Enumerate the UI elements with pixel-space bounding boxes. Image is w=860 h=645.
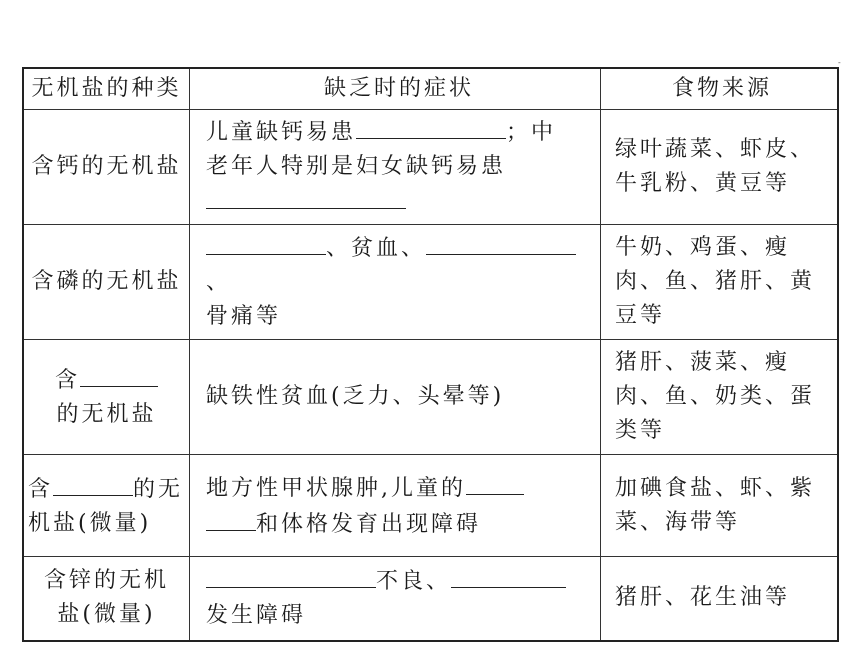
symptom-line: [206, 470, 592, 506]
table-row: [23, 340, 838, 455]
type-label: 盐(微量): [57, 602, 156, 628]
page-mark: -: [838, 58, 841, 67]
type-label: 的无: [133, 476, 184, 502]
symptom-cell: [190, 340, 601, 455]
answer-blank[interactable]: [451, 563, 566, 588]
source-cell: [601, 455, 839, 557]
type-label: 含锌的无机: [43, 568, 169, 594]
symptom-line: [206, 114, 592, 150]
symptom-text: 、: [206, 270, 232, 295]
source-text: 菜、海带等: [615, 509, 741, 535]
symptom-text: 发生障碍: [206, 603, 307, 629]
type-label: 含磷的无机盐: [31, 269, 182, 294]
type-label: 含: [54, 368, 80, 393]
source-text: 猪肝、花生油等: [615, 585, 791, 611]
answer-blank[interactable]: [53, 471, 133, 496]
symptom-line: [206, 506, 592, 542]
symptom-cell: [190, 557, 601, 641]
symptom-text: 和体格发育出现障碍: [256, 511, 482, 537]
symptom-line: [206, 563, 592, 599]
source-text: 肉、鱼、猪肝、黄: [615, 269, 816, 294]
answer-blank[interactable]: [206, 563, 376, 588]
answer-blank[interactable]: [426, 230, 576, 255]
symptom-text: 骨痛等: [206, 304, 282, 329]
source-cell: [601, 225, 839, 340]
type-label: 含: [28, 476, 54, 502]
source-text: 豆等: [615, 303, 666, 328]
symptom-text: 老年人特别是妇女缺钙易患: [206, 154, 507, 179]
answer-blank[interactable]: [466, 470, 524, 495]
source-cell: [601, 110, 839, 225]
type-cell: [23, 557, 190, 641]
header-symptom: 缺乏时的症状: [190, 68, 601, 110]
type-cell: [23, 225, 190, 340]
source-text: 绿叶蔬菜、虾皮、: [615, 137, 816, 162]
answer-blank[interactable]: [356, 114, 506, 139]
type-cell: [23, 455, 190, 557]
symptom-text: 缺铁性贫血(乏力、头晕等): [206, 384, 505, 409]
source-text: 加碘食盐、虾、紫: [615, 475, 816, 501]
type-line: [28, 471, 185, 507]
symptom-text: 儿童缺钙易患: [206, 120, 357, 145]
symptom-text: ；中: [506, 120, 557, 145]
symptom-line: [206, 184, 592, 220]
type-cell: [23, 340, 190, 455]
source-cell: [601, 340, 839, 455]
mineral-salt-table: [22, 67, 839, 642]
type-cell: [23, 110, 190, 225]
header-type: 无机盐的种类: [23, 68, 190, 110]
symptom-cell: [190, 455, 601, 557]
source-text: 类等: [615, 418, 666, 443]
table-row: [23, 557, 838, 641]
type-label: 机盐(微量): [28, 510, 152, 536]
source-text: 猪肝、菠菜、瘦: [615, 350, 791, 375]
symptom-text: 地方性甲状腺肿,儿童的: [206, 475, 466, 501]
source-text: 肉、鱼、奶类、蛋: [615, 384, 816, 409]
header-row: [23, 68, 838, 110]
header-source: 食物来源: [601, 68, 839, 110]
symptom-cell: [190, 225, 601, 340]
type-label: 含钙的无机盐: [31, 154, 182, 179]
type-label: 的无机盐: [56, 402, 157, 427]
table-row: [23, 455, 838, 557]
symptom-text: 不良、: [376, 569, 452, 595]
answer-blank[interactable]: [206, 184, 406, 209]
answer-blank[interactable]: [206, 230, 326, 255]
symptom-line: [206, 150, 592, 184]
source-cell: [601, 557, 839, 641]
symptom-line: [206, 230, 592, 300]
table-row: [23, 110, 838, 225]
source-text: 牛乳粉、黄豆等: [615, 171, 791, 196]
symptom-text: 、贫血、: [326, 236, 427, 261]
type-line: [28, 362, 185, 398]
answer-blank[interactable]: [206, 506, 256, 531]
answer-blank[interactable]: [80, 362, 158, 387]
table-row: [23, 225, 838, 340]
source-text: 牛奶、鸡蛋、瘦: [615, 235, 791, 260]
symptom-cell: [190, 110, 601, 225]
